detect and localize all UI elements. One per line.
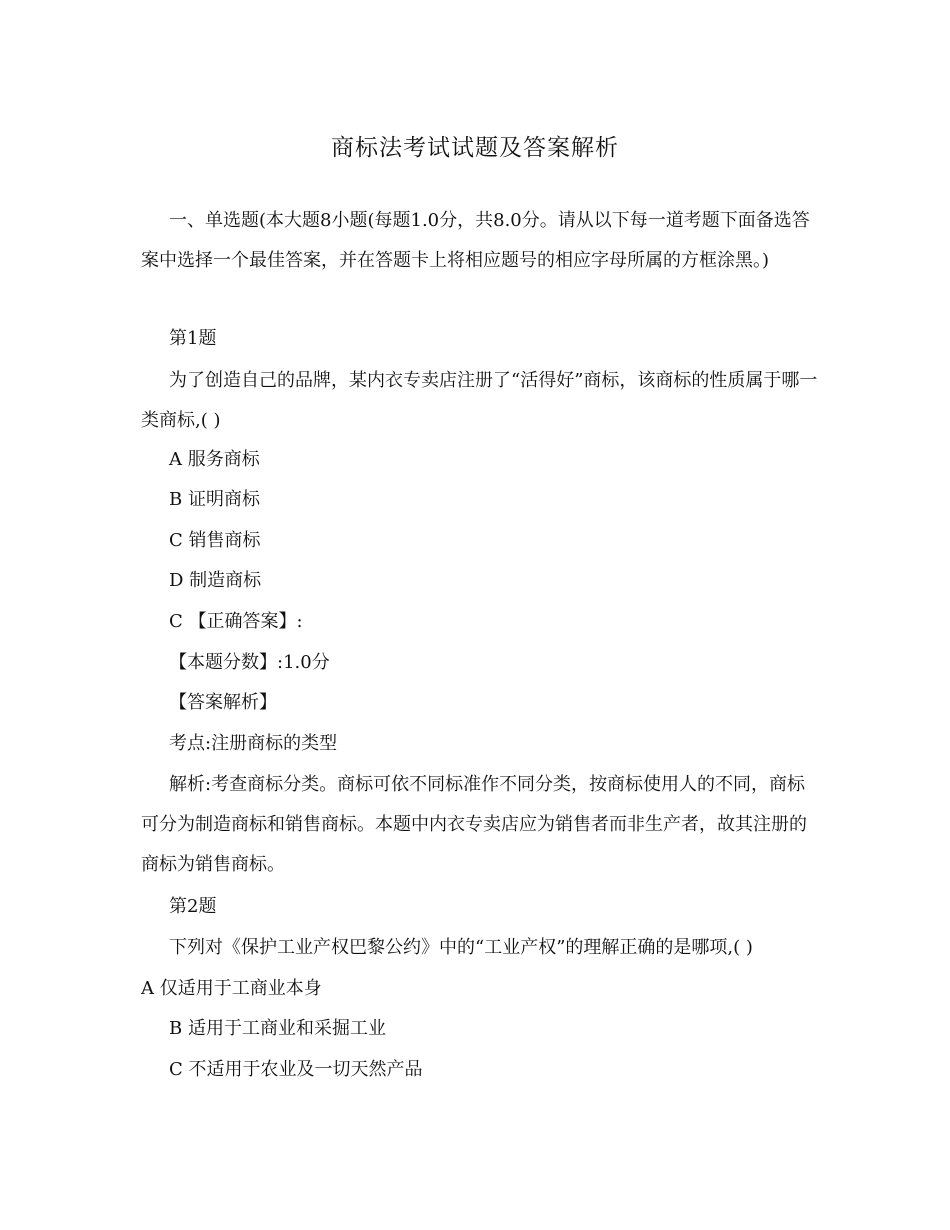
question-2-number: 第2题 <box>169 896 217 917</box>
question-1-answer: C 【正确答案】: <box>169 611 303 632</box>
question-1-option-a: A 服务商标 <box>169 449 260 470</box>
question-1-option-b: B 证明商标 <box>169 489 260 510</box>
question-1-analysis-heading: 【答案解析】 <box>169 692 277 713</box>
question-1-explanation: 解析:考查商标分类。商标可依不同标准作不同分类，按商标使用人的不同，商标可分为制造商标和销售商标。本题中内衣专卖店应为销售者而非生产者，故其注册的商标为销售商标。 <box>141 774 807 875</box>
document-title: 商标法考试试题及答案解析 <box>331 135 619 161</box>
question-2-stem: 下列对《保护工业产权巴黎公约》中的“工业产权”的理解正确的是哪项,( ) <box>169 937 753 958</box>
question-1-score: 【本题分数】:1.0分 <box>169 652 330 673</box>
question-1-key-point: 考点:注册商标的类型 <box>169 733 338 754</box>
question-1-option-d: D 制造商标 <box>169 570 262 591</box>
question-1-stem: 为了创造自己的品牌，某内衣专卖店注册了“活得好”商标，该商标的性质属于哪一类商标,( ) <box>141 370 818 431</box>
section-intro: 一、单选题(本大题8小题(每题1.0分，共8.0分。请从以下每一道考题下面备选答案中选择一个最佳答案，并在答题卡上将相应题号的相应字母所属的方框涂黑。) <box>141 210 810 271</box>
question-2-option-a: A 仅适用于工商业本身 <box>141 978 322 999</box>
question-2-option-b: B 适用于工商业和采掘工业 <box>169 1018 386 1039</box>
question-2-option-c: C 不适用于农业及一切天然产品 <box>169 1059 423 1080</box>
question-1-option-c: C 销售商标 <box>169 530 261 551</box>
question-1-number: 第1题 <box>169 328 217 349</box>
